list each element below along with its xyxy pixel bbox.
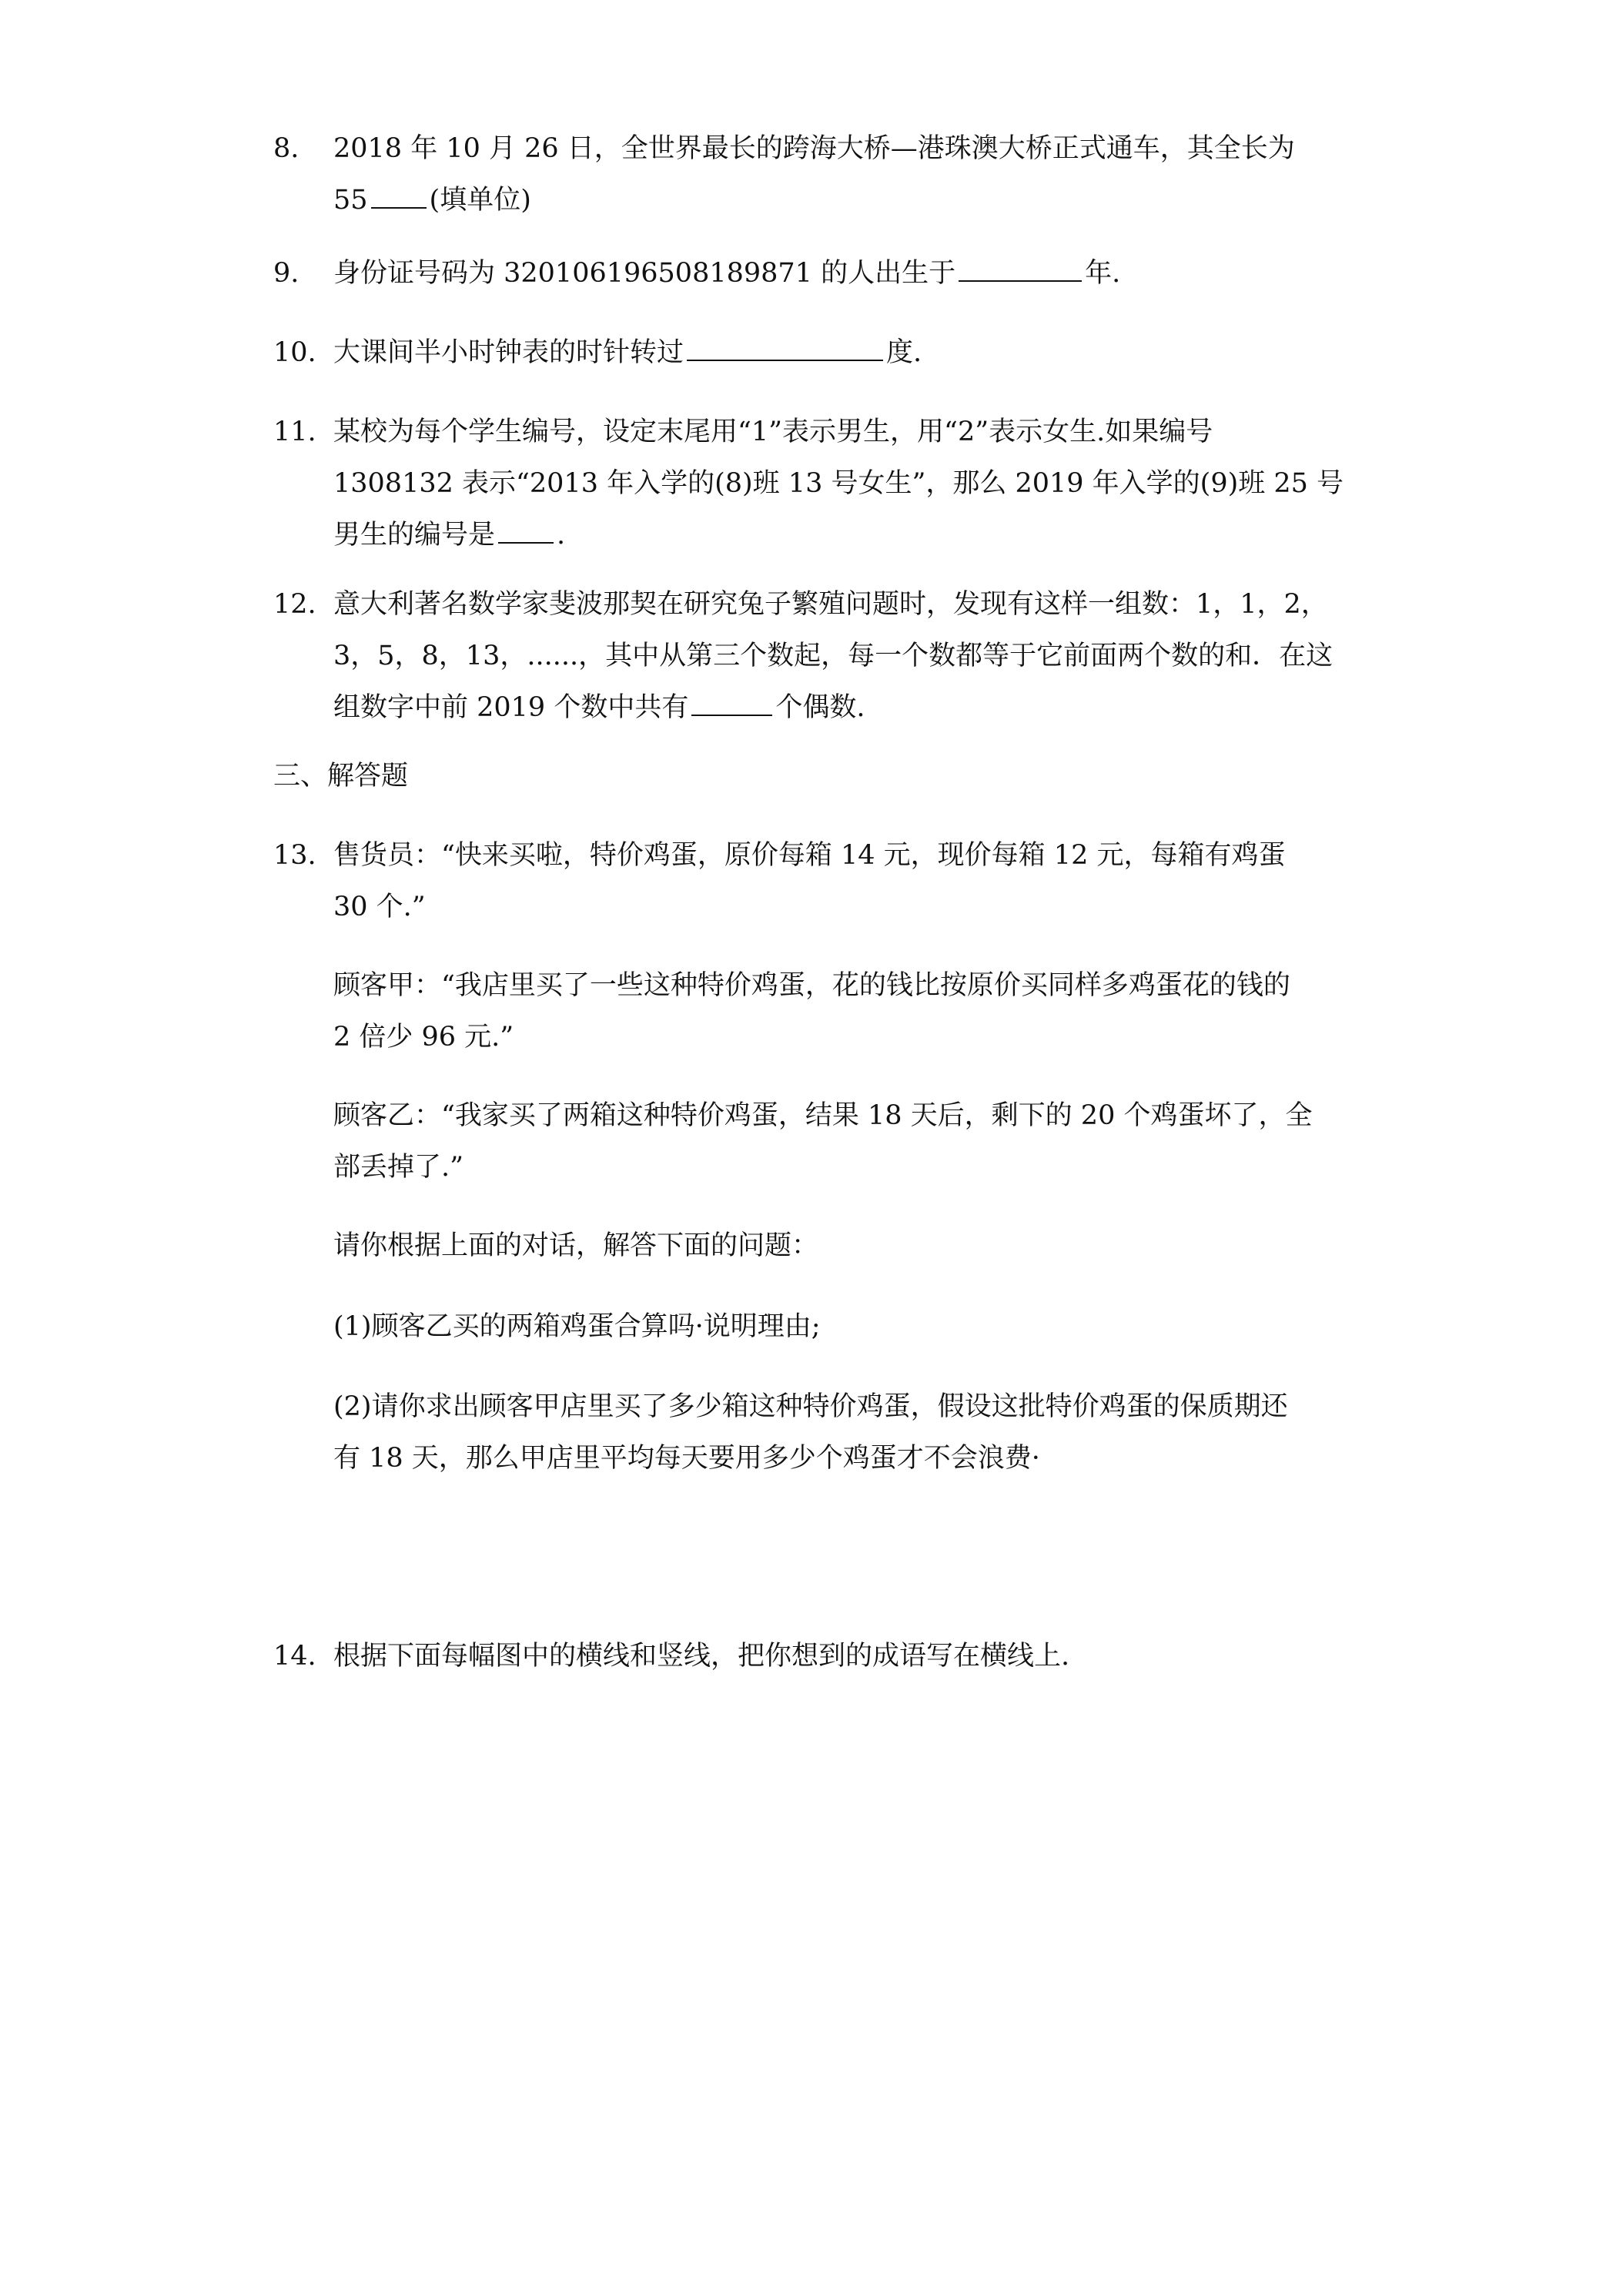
question-text-fragment: 55	[333, 185, 368, 216]
question-text-line	[333, 510, 565, 561]
question-instruction: 请你根据上面的对话，解答下面的问题：	[333, 1230, 819, 1261]
question-text-line: 根据下面每幅图中的横线和竖线，把你想到的成语写在横线上.	[333, 1641, 1070, 1672]
question-text-line	[333, 682, 865, 733]
question-number: 10.	[273, 337, 316, 368]
question-text-fragment: 男生的编号是	[333, 520, 496, 551]
question-number: 12.	[273, 589, 316, 620]
question-text-line: 某校为每个学生编号，设定末尾用“1”表示男生，用“2”表示女生.如果编号	[333, 417, 1213, 447]
question-part-2-line: (2)请你求出顾客甲店里买了多少箱这种特价鸡蛋，假设这批特价鸡蛋的保质期还	[333, 1391, 1288, 1422]
answer-blank	[371, 206, 427, 209]
question-text-fragment: 度.	[886, 337, 922, 368]
customer-b-dialogue-line: 顾客乙：“我家买了两箱这种特价鸡蛋，结果 18 天后，剩下的 20 个鸡蛋坏了，全	[333, 1100, 1313, 1131]
question-part-2-line: 有 18 天，那么甲店里平均每天要用多少个鸡蛋才不会浪费·	[333, 1443, 1040, 1474]
answer-blank	[691, 714, 772, 716]
answer-blank	[687, 359, 883, 361]
customer-b-dialogue-line: 部丢掉了.”	[333, 1152, 464, 1183]
question-text-line	[333, 175, 531, 226]
question-number: 13.	[273, 840, 316, 871]
seller-dialogue-line: 30 个.”	[333, 892, 426, 922]
question-text-fragment: 个偶数.	[775, 692, 865, 723]
question-text-line: 1308132 表示“2013 年入学的(8)班 13 号女生”，那么 2019 年入学的(9)班 25 号	[333, 468, 1344, 499]
question-number: 11.	[273, 417, 316, 447]
customer-a-dialogue-line: 顾客甲：“我店里买了一些这种特价鸡蛋，花的钱比按原价买同样多鸡蛋花的钱的	[333, 970, 1290, 1001]
seller-dialogue-line: 售货员：“快来买啦，特价鸡蛋，原价每箱 14 元，现价每箱 12 元，每箱有鸡蛋	[333, 840, 1286, 871]
question-text-line: 2018 年 10 月 26 日，全世界最长的跨海大桥—港珠澳大桥正式通车，其全长为	[333, 133, 1295, 164]
section-heading: 三、解答题	[273, 761, 409, 792]
answer-blank	[498, 541, 554, 544]
question-text-fragment: (填单位)	[429, 185, 531, 216]
question-number: 8.	[273, 133, 300, 164]
question-text-fragment: 年.	[1085, 258, 1121, 289]
question-text-line	[333, 248, 1120, 299]
question-text-fragment: 组数字中前 2019 个数中共有	[333, 692, 689, 723]
question-text-fragment: 大课间半小时钟表的时针转过	[333, 337, 684, 368]
question-text-line	[333, 327, 922, 378]
question-text-fragment: 身份证号码为 320106196508189871 的人出生于	[333, 258, 956, 289]
question-part-1: (1)顾客乙买的两箱鸡蛋合算吗·说明理由;	[333, 1311, 821, 1342]
answer-blank	[959, 279, 1082, 282]
question-number: 9.	[273, 258, 300, 289]
question-text-line: 3，5，8，13，......，其中从第三个数起，每一个数都等于它前面两个数的和．在这	[333, 641, 1334, 671]
question-text-line: 意大利著名数学家斐波那契在研究兔子繁殖问题时，发现有这样一组数：1，1，2，	[333, 589, 1328, 620]
question-number: 14.	[273, 1641, 316, 1672]
customer-a-dialogue-line: 2 倍少 96 元.”	[333, 1022, 514, 1053]
question-text-fragment: .	[557, 520, 566, 551]
